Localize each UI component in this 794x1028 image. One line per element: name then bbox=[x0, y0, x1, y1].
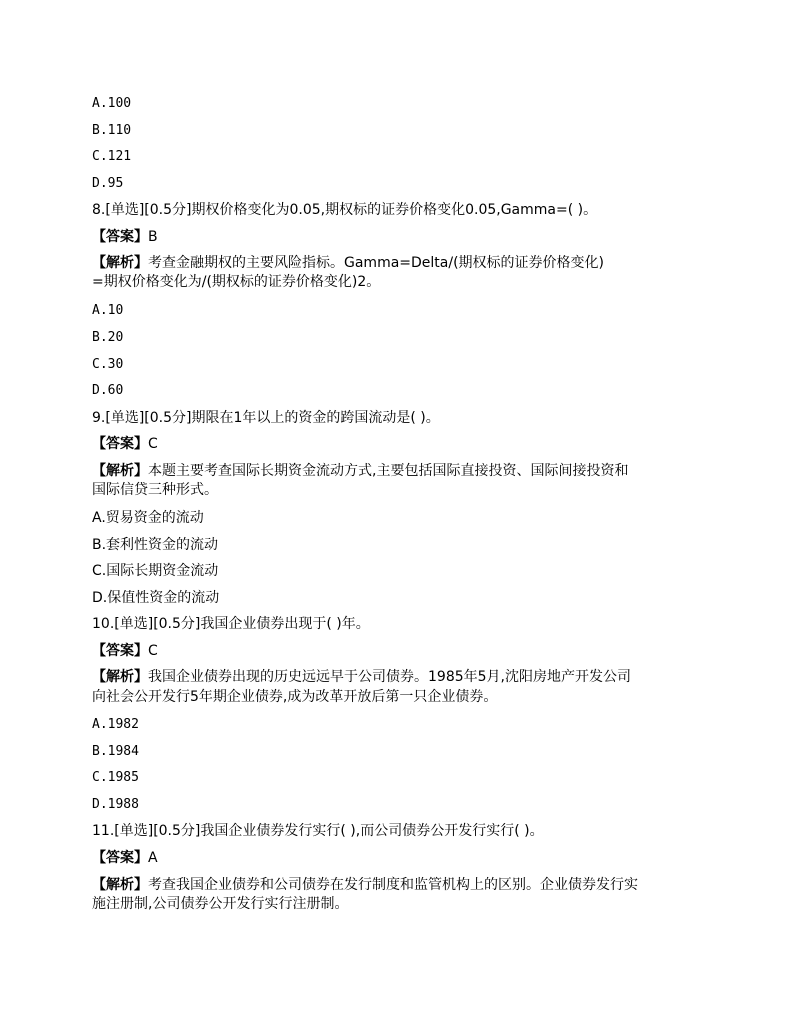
q10-answer-value: C bbox=[148, 643, 158, 659]
q9-option-c: C.国际长期资金流动 bbox=[92, 563, 219, 579]
q9-analysis bbox=[92, 462, 712, 480]
q11-analysis-line2: 施注册制,公司债券公开发行实行注册制。 bbox=[92, 896, 349, 912]
q8-answer bbox=[92, 228, 712, 246]
q8-analysis bbox=[92, 254, 712, 272]
q8-option-d: D.60 bbox=[92, 383, 124, 398]
q11-analysis bbox=[92, 876, 712, 894]
q11-analysis-line1: 考查我国企业债券和公司债券在发行制度和监管机构上的区别。企业债券发行实 bbox=[148, 877, 638, 893]
q10-question: 10.[单选][0.5分]我国企业债券出现于( )年。 bbox=[92, 616, 370, 632]
q9-answer-tag: 【答案】 bbox=[92, 436, 148, 452]
q11-answer bbox=[92, 849, 712, 867]
q10-option-a: A.1982 bbox=[92, 717, 139, 732]
q10-analysis-line1: 我国企业债券出现的历史远远早于公司债券。1985年5月,沈阳房地产开发公司 bbox=[148, 669, 631, 685]
q10-answer-tag: 【答案】 bbox=[92, 643, 148, 659]
q11-answer-value: A bbox=[148, 850, 158, 866]
q8-option-c: C.30 bbox=[92, 357, 124, 372]
q10-analysis-tag: 【解析】 bbox=[92, 669, 148, 685]
q9-analysis-tag: 【解析】 bbox=[92, 463, 148, 479]
q10-answer bbox=[92, 642, 712, 660]
q9-option-d: D.保值性资金的流动 bbox=[92, 590, 220, 606]
q10-option-b: B.1984 bbox=[92, 744, 139, 759]
q8-option-b: B.20 bbox=[92, 330, 124, 345]
q7-option-d: D.95 bbox=[92, 176, 124, 191]
q8-analysis-line1: 考查金融期权的主要风险指标。Gamma=Delta/(期权标的证券价格变化) bbox=[148, 255, 605, 271]
q9-question: 9.[单选][0.5分]期限在1年以上的资金的跨国流动是( )。 bbox=[92, 410, 440, 426]
q9-option-b: B.套利性资金的流动 bbox=[92, 537, 219, 553]
q8-analysis-line2: =期权价格变化为/(期权标的证券价格变化)2。 bbox=[92, 274, 381, 290]
q10-option-d: D.1988 bbox=[92, 797, 139, 812]
q11-question: 11.[单选][0.5分]我国企业债券发行实行( ),而公司债券公开发行实行( )。 bbox=[92, 823, 544, 839]
q10-analysis bbox=[92, 668, 712, 686]
q9-answer-value: C bbox=[148, 436, 158, 452]
q8-answer-value: B bbox=[148, 229, 158, 245]
q7-option-a: A.100 bbox=[92, 96, 132, 111]
q11-analysis-tag: 【解析】 bbox=[92, 877, 148, 893]
q9-analysis-line1: 本题主要考查国际长期资金流动方式,主要包括国际直接投资、国际间接投资和 bbox=[148, 463, 629, 479]
q7-option-b: B.110 bbox=[92, 123, 132, 138]
q9-answer bbox=[92, 435, 712, 453]
q7-option-c: C.121 bbox=[92, 149, 132, 164]
q8-option-a: A.10 bbox=[92, 303, 124, 318]
q9-option-a: A.贸易资金的流动 bbox=[92, 510, 204, 526]
q8-answer-tag: 【答案】 bbox=[92, 229, 148, 245]
q8-question: 8.[单选][0.5分]期权价格变化为0.05,期权标的证券价格变化0.05,Gamma=( )。 bbox=[92, 202, 598, 218]
q11-answer-tag: 【答案】 bbox=[92, 850, 148, 866]
q10-option-c: C.1985 bbox=[92, 770, 139, 785]
q8-analysis-tag: 【解析】 bbox=[92, 255, 148, 271]
q9-analysis-line2: 国际信贷三种形式。 bbox=[92, 482, 218, 498]
q10-analysis-line2: 向社会公开发行5年期企业债券,成为改革开放后第一只企业债券。 bbox=[92, 689, 498, 705]
